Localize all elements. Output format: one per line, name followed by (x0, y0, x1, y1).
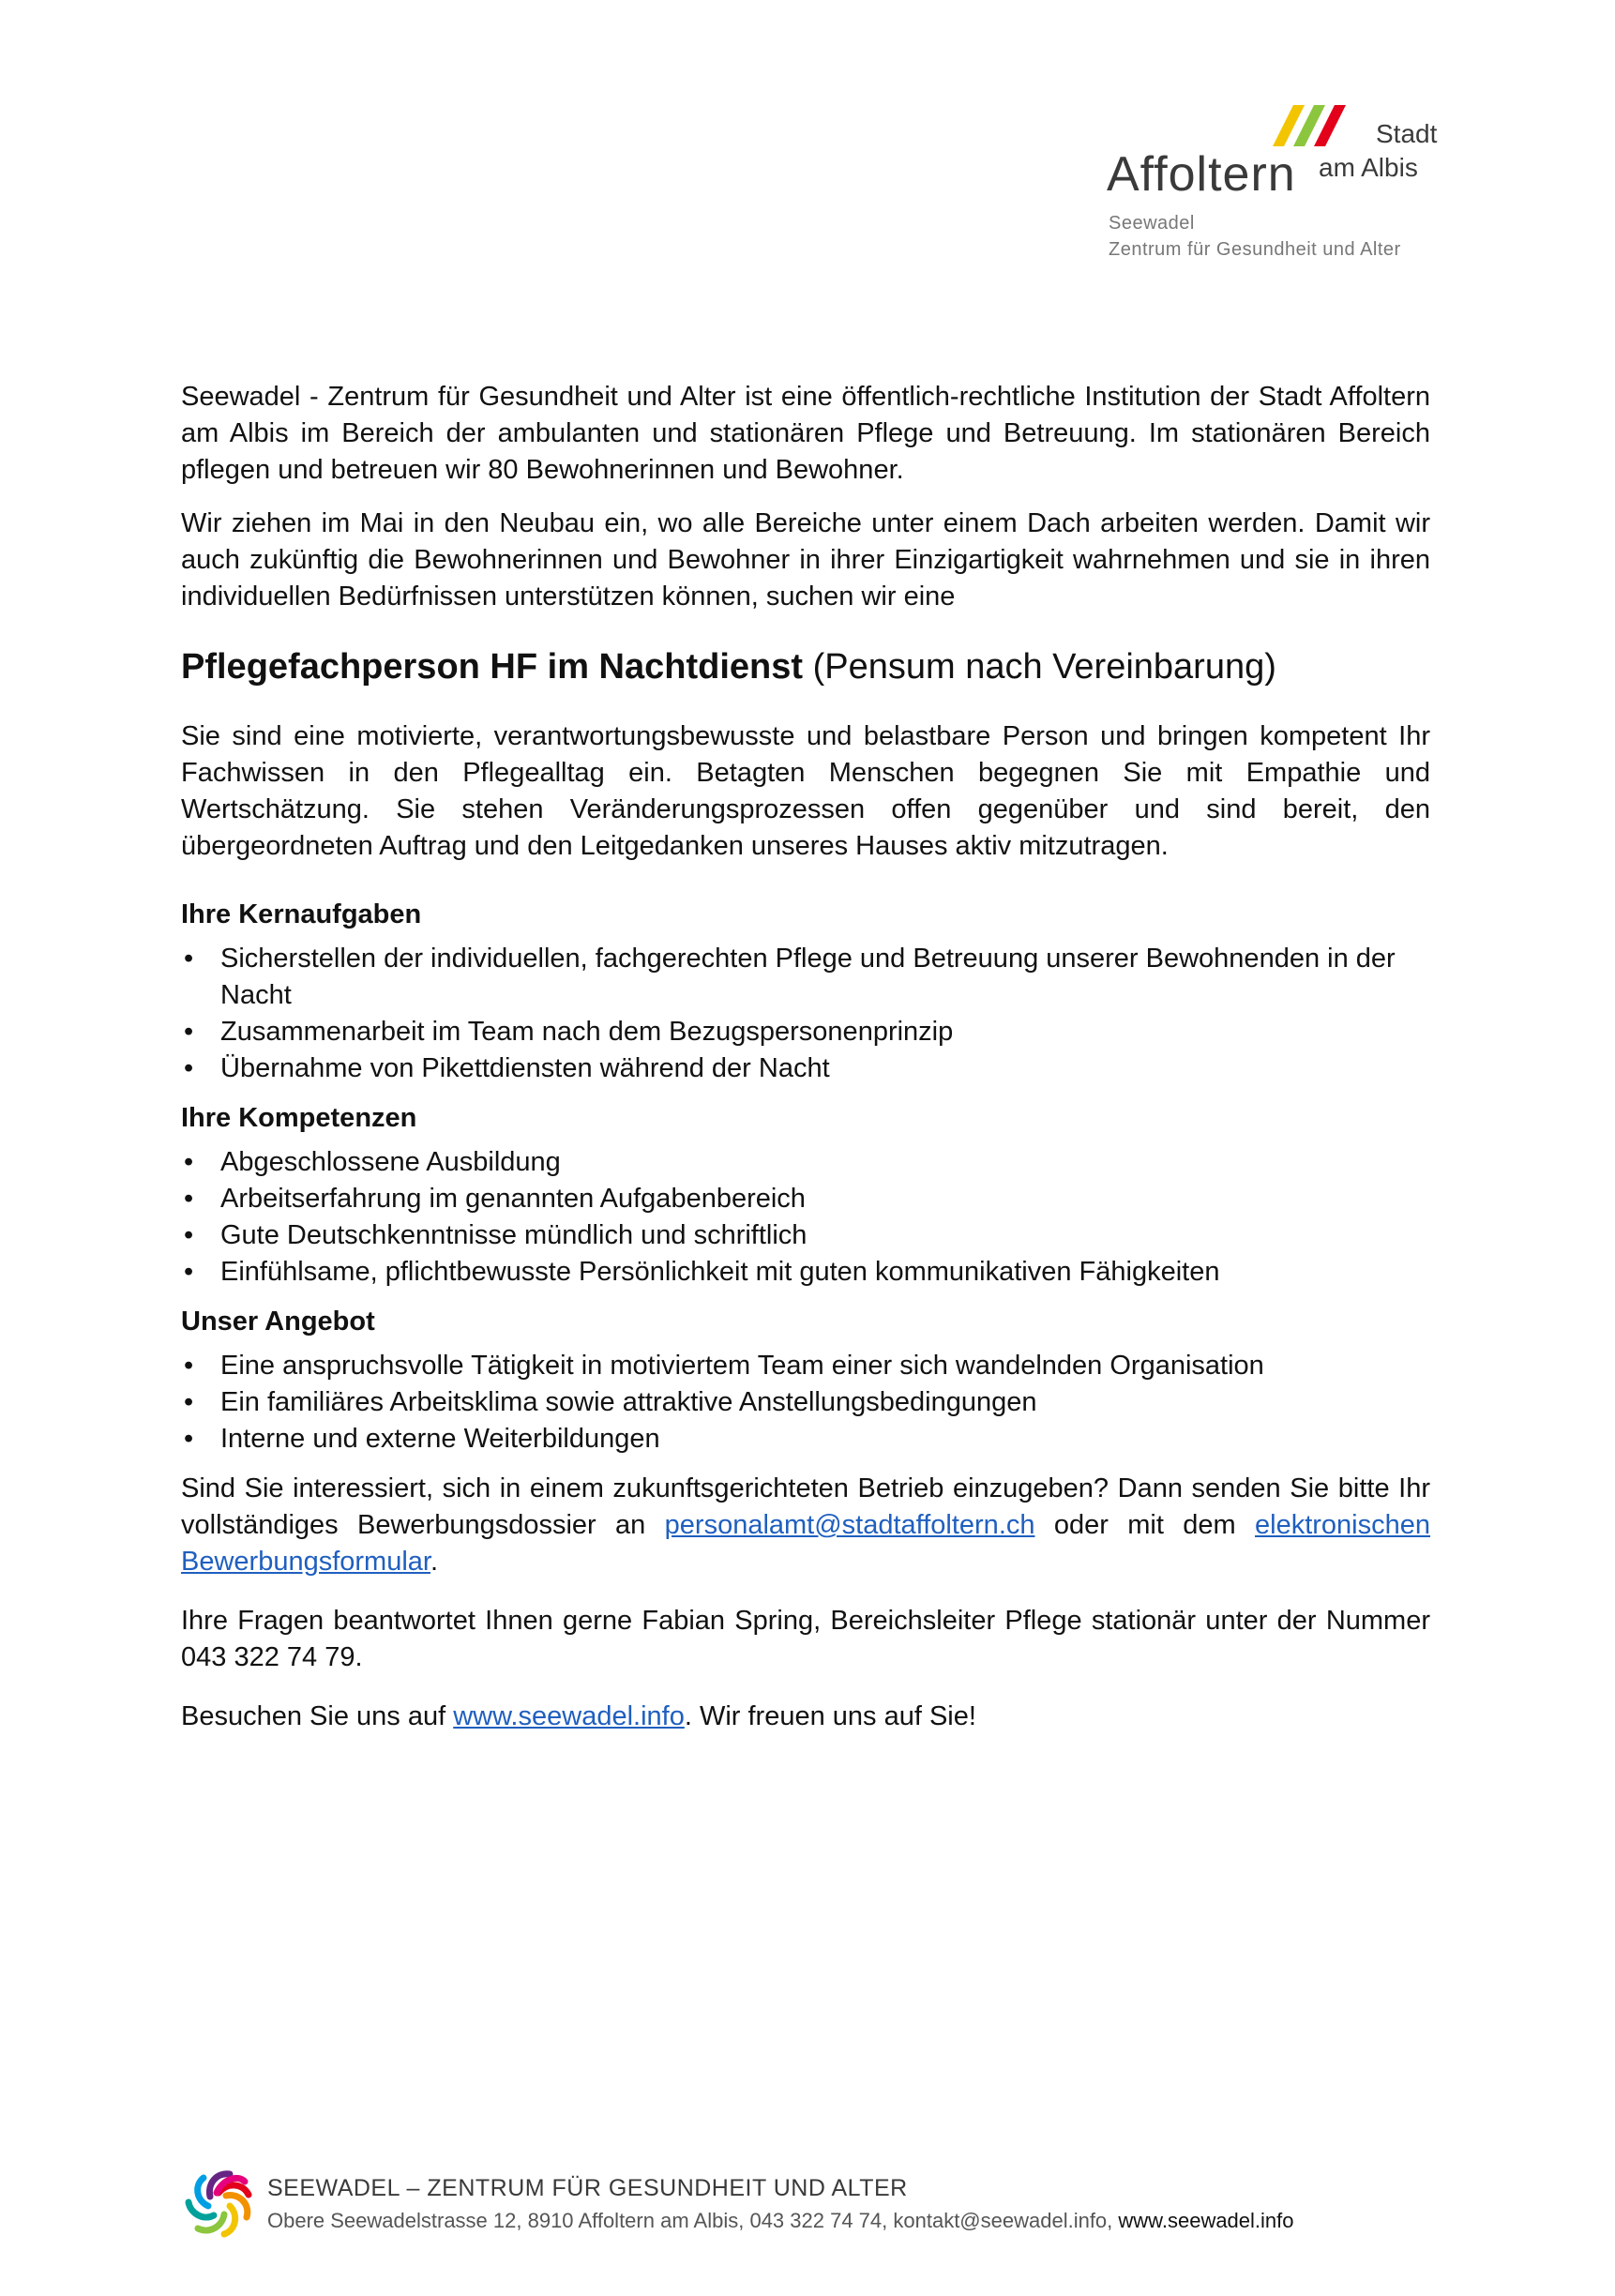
visit-text: Besuchen Sie uns auf (181, 1701, 454, 1731)
footer-website[interactable]: www.seewadel.info (1118, 2209, 1294, 2232)
logo-org-name: Seewadel (1109, 213, 1195, 234)
job-title-main: Pflegefachperson HF im Nachtdienst (181, 647, 804, 687)
logo-org-subtitle: Zentrum für Gesundheit und Alter (1109, 239, 1401, 260)
footer-org-title: SEEWADEL – ZENTRUM FÜR GESUNDHEIT UND ALTER (267, 2175, 908, 2201)
list-item-text: Arbeitserfahrung im genannten Aufgabenbereich (220, 1184, 806, 1214)
bullet-icon: • (184, 1257, 194, 1287)
list-item (181, 1384, 1430, 1421)
kompetenzen-heading: Ihre Kompetenzen (181, 1103, 417, 1133)
seewadel-swirl-logo-icon (181, 2167, 256, 2242)
list-item (181, 1014, 1430, 1050)
neubau-paragraph: Wir ziehen im Mai in den Neubau ein, wo alle Bereiche unter einem Dach arbeiten werden. Damit wir auch zukünftig die Bewohnerinnen und Bewohner in ihrer Einzigartigkeit wahrnehmen und sie in ihren individuellen Bedürfnissen unterstützen können, suchen wir eine (181, 508, 1430, 612)
list-item-text: Zusammenarbeit im Team nach dem Bezugspersonenprinzip (220, 1017, 954, 1047)
list-item (181, 1254, 1430, 1291)
list-item (181, 1050, 1430, 1087)
bullet-icon: • (184, 1424, 194, 1454)
list-item-text: Interne und externe Weiterbildungen (220, 1424, 660, 1454)
visit-text: . Wir freuen uns auf Sie! (684, 1701, 976, 1731)
application-paragraph (181, 1471, 1430, 1580)
list-item (181, 1181, 1430, 1217)
kernaufgaben-list (181, 941, 1430, 1087)
bullet-icon: • (184, 1220, 194, 1250)
bullet-icon: • (184, 1184, 194, 1214)
list-item (181, 941, 1430, 1014)
intro-paragraph: Seewadel - Zentrum für Gesundheit und Alter ist eine öffentlich-rechtliche Institution der Stadt Affoltern am Albis im Bereich der ambulanten und stationären Pflege und Betreuung. Im stationären Bereich pflegen und betreuen wir 80 Bewohnerinnen und Bewohner. (181, 382, 1430, 485)
application-text: oder mit dem (1034, 1510, 1255, 1540)
list-item (181, 1144, 1430, 1181)
footer (181, 2167, 1438, 2242)
email-link[interactable]: personalamt@stadtaffoltern.ch (664, 1510, 1035, 1540)
list-item-text: Ein familiäres Arbeitsklima sowie attraktive Anstellungsbedingungen (220, 1387, 1037, 1417)
angebot-heading: Unser Angebot (181, 1307, 375, 1337)
logo-stadt-text: Stadt (1376, 119, 1438, 148)
application-text: Sind Sie interessiert, sich in einem zukunftsgerichteten Betrieb einzugeben? Dann senden Sie bitte Ihr vollständiges Bewerbungsdossier an (181, 1473, 1430, 1540)
kernaufgaben-heading: Ihre Kernaufgaben (181, 899, 422, 929)
list-item-text: Einfühlsame, pflichtbewusste Persönlichkeit mit guten kommunikativen Fähigkeiten (220, 1257, 1220, 1287)
list-item-text: Übernahme von Pikettdiensten während der Nacht (220, 1053, 830, 1083)
job-posting-body (181, 379, 1430, 1735)
angebot-list (181, 1348, 1430, 1458)
kompetenzen-list (181, 1144, 1430, 1291)
list-item (181, 1348, 1430, 1384)
application-form-link[interactable]: elektronischen Bewerbungsformular (181, 1510, 1430, 1577)
job-title-subtitle: (Pensum nach Vereinbarung) (812, 647, 1276, 687)
list-item-text: Abgeschlossene Ausbildung (220, 1147, 561, 1177)
list-item-text: Eine anspruchsvolle Tätigkeit in motiviertem Team einer sich wandelnden Organisation (220, 1351, 1264, 1381)
visit-paragraph (181, 1699, 1430, 1735)
logo-am-albis-text: am Albis (1319, 153, 1418, 182)
bullet-icon: • (184, 1053, 194, 1083)
list-item-text: Gute Deutschkenntnisse mündlich und schriftlich (220, 1220, 808, 1250)
bullet-icon: • (184, 1387, 194, 1417)
bullet-icon: • (184, 944, 194, 974)
footer-address (267, 2208, 1294, 2234)
website-link[interactable]: www.seewadel.info (453, 1701, 685, 1731)
job-title (181, 645, 1430, 688)
contact-paragraph: Ihre Fragen beantwortet Ihnen gerne Fabian Spring, Bereichsleiter Pflege stationär unter der Nummer 043 322 74 79. (181, 1606, 1430, 1672)
bullet-icon: • (184, 1147, 194, 1177)
profile-paragraph: Sie sind eine motivierte, verantwortungsbewusste und belastbare Person und bringen kompetent Ihr Fachwissen in den Pflegealltag ein. Betagten Menschen begegnen Sie mit Empathie und Wertschätzung. Sie stehen Veränderungsprozessen offen gegenüber und sind bereit, den übergeordneten Auftrag und den Leitgedanken unseres Hauses aktiv mitzutragen. (181, 721, 1430, 861)
logo-stripes-icon (1273, 105, 1376, 146)
list-item (181, 1217, 1430, 1254)
logo-city-name: Affoltern (1107, 147, 1296, 202)
application-text: . (430, 1547, 439, 1577)
bullet-icon: • (184, 1351, 194, 1381)
list-item (181, 1421, 1430, 1458)
footer-address-text: Obere Seewadelstrasse 12, 8910 Affoltern am Albis, 043 322 74 74, kontakt@seewadel.info, (267, 2209, 1119, 2232)
bullet-icon: • (184, 1017, 194, 1047)
stadt-affoltern-logo (1107, 101, 1501, 270)
list-item-text: Sicherstellen der individuellen, fachgerechten Pflege und Betreuung unserer Bewohnenden in der Nacht (220, 944, 1396, 1010)
